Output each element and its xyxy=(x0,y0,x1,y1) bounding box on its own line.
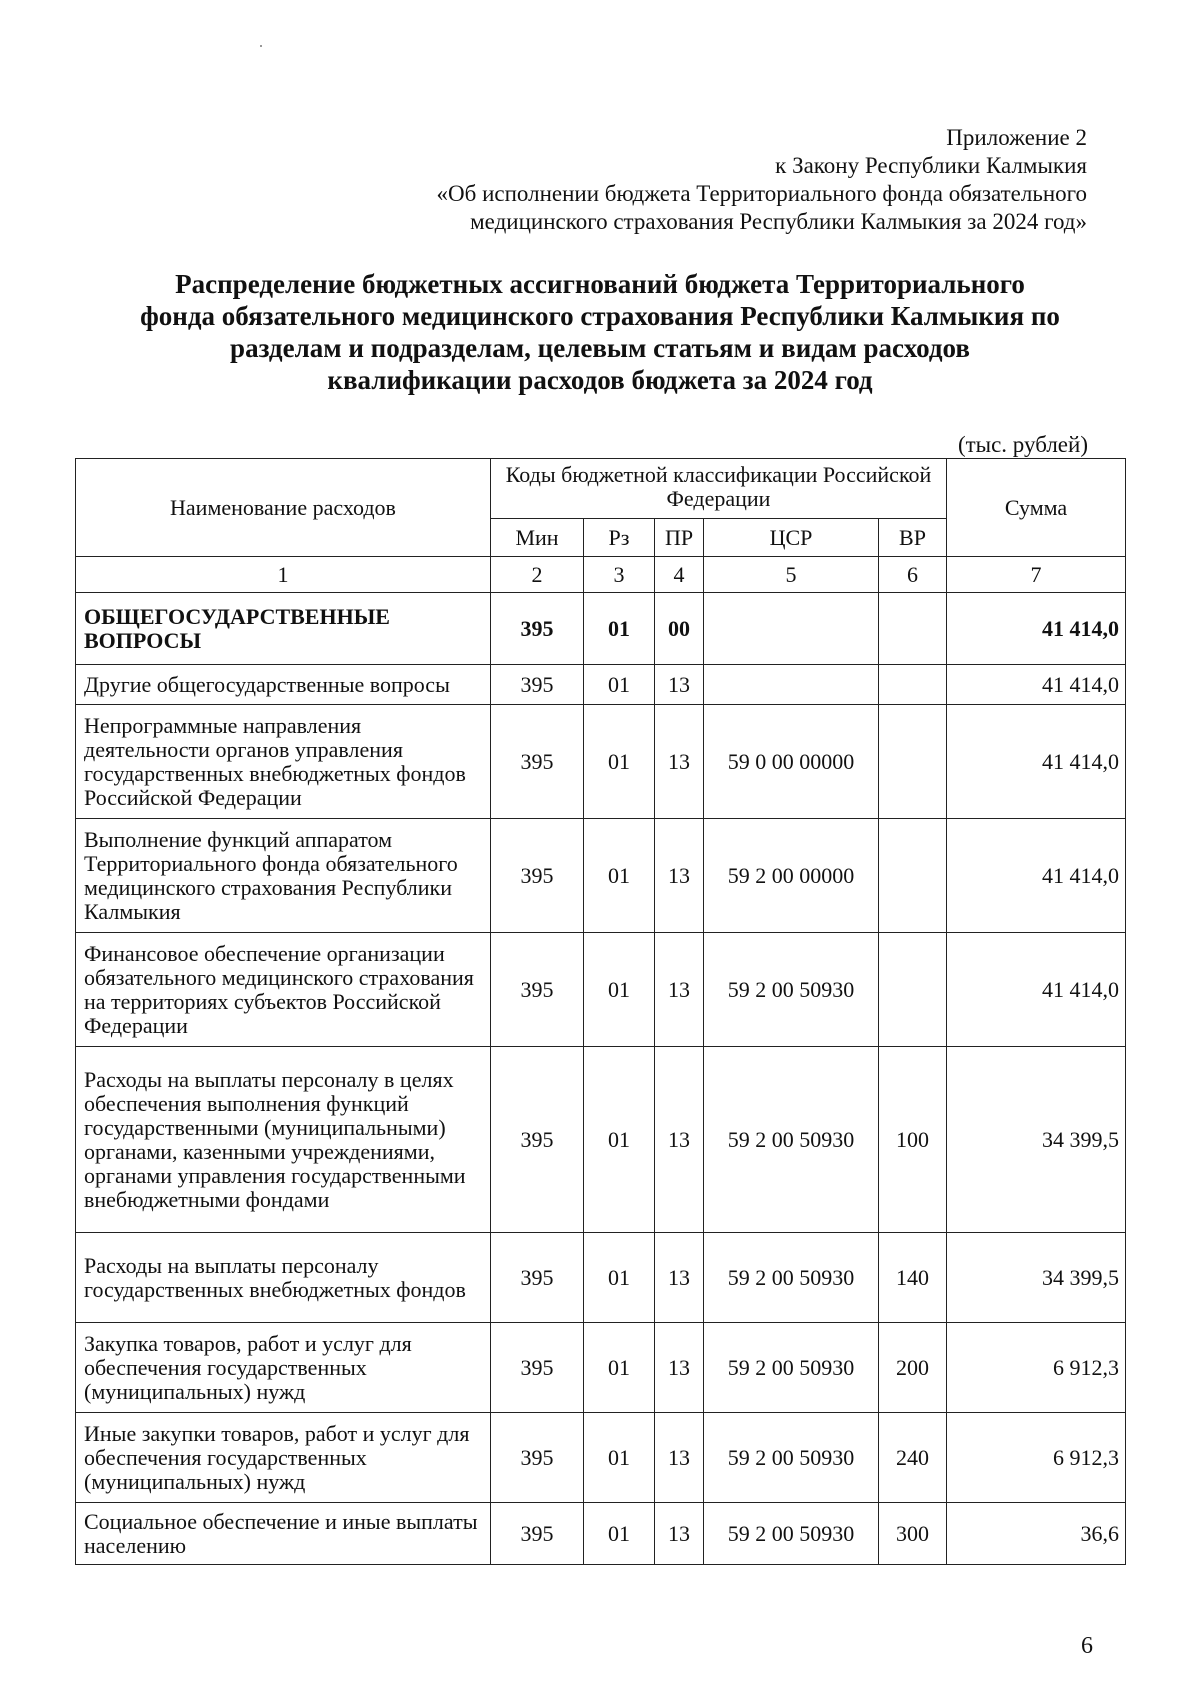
row-csr: 59 0 00 00000 xyxy=(704,705,879,819)
row-rz: 01 xyxy=(584,593,655,665)
header-name: Наименование расходов xyxy=(76,459,491,557)
row-sum: 6 912,3 xyxy=(947,1413,1126,1503)
row-min: 395 xyxy=(491,933,584,1047)
row-pr: 13 xyxy=(655,1323,704,1413)
row-name: Выполнение функций аппаратом Территориального фонда обязательного медицинского страхования Республики Калмыкия xyxy=(76,819,491,933)
row-min: 395 xyxy=(491,1323,584,1413)
row-rz: 01 xyxy=(584,705,655,819)
table-row xyxy=(76,593,1126,665)
row-sum: 36,6 xyxy=(947,1503,1126,1565)
table-row xyxy=(76,933,1126,1047)
row-min: 395 xyxy=(491,705,584,819)
row-pr: 13 xyxy=(655,933,704,1047)
row-vr xyxy=(879,665,947,705)
scan-dot xyxy=(260,45,262,47)
annex-line-4: медицинского страхования Республики Калмыкия за 2024 год» xyxy=(470,209,1087,234)
row-name: Социальное обеспечение и иные выплаты населению xyxy=(76,1503,491,1565)
header-row-1 xyxy=(76,459,1126,519)
row-vr: 200 xyxy=(879,1323,947,1413)
table-row xyxy=(76,1047,1126,1233)
header-sum: Сумма xyxy=(947,459,1126,557)
row-rz: 01 xyxy=(584,1047,655,1233)
row-rz: 01 xyxy=(584,1233,655,1323)
table-row xyxy=(76,705,1126,819)
col-number: 6 xyxy=(879,557,947,593)
row-name: Расходы на выплаты персоналу в целях обеспечения выполнения функций государственными (муниципальными) органами, казенными учреждениями, органами управления государственными внебюджетными фондами xyxy=(76,1047,491,1233)
row-pr: 13 xyxy=(655,665,704,705)
row-name: Закупка товаров, работ и услуг для обеспечения государственных (муниципальных) нужд xyxy=(76,1323,491,1413)
row-rz: 01 xyxy=(584,1323,655,1413)
row-name: Иные закупки товаров, работ и услуг для обеспечения государственных (муниципальных) нужд xyxy=(76,1413,491,1503)
annex-line-2: к Закону Республики Калмыкия xyxy=(775,153,1087,178)
column-number-row xyxy=(76,557,1126,593)
row-sum: 41 414,0 xyxy=(947,933,1126,1047)
row-rz: 01 xyxy=(584,819,655,933)
page-number: 6 xyxy=(1081,1633,1093,1659)
header-min: Мин xyxy=(491,519,584,557)
row-pr: 13 xyxy=(655,819,704,933)
row-vr: 240 xyxy=(879,1413,947,1503)
row-sum: 41 414,0 xyxy=(947,819,1126,933)
row-pr: 00 xyxy=(655,593,704,665)
row-csr: 59 2 00 50930 xyxy=(704,1047,879,1233)
title-line-2: фонда обязательного медицинского страхования Республики Калмыкия по xyxy=(140,301,1060,331)
table-row xyxy=(76,1233,1126,1323)
row-name: Финансовое обеспечение организации обязательного медицинского страхования на территориях субъектов Российской Федерации xyxy=(76,933,491,1047)
row-vr xyxy=(879,933,947,1047)
row-name: Другие общегосударственные вопросы xyxy=(76,665,491,705)
row-min: 395 xyxy=(491,593,584,665)
row-csr xyxy=(704,593,879,665)
row-csr: 59 2 00 00000 xyxy=(704,819,879,933)
row-csr: 59 2 00 50930 xyxy=(704,1233,879,1323)
row-vr: 100 xyxy=(879,1047,947,1233)
header-rz: Рз xyxy=(584,519,655,557)
row-vr xyxy=(879,819,947,933)
row-min: 395 xyxy=(491,1047,584,1233)
row-rz: 01 xyxy=(584,665,655,705)
title-line-3: разделам и подразделам, целевым статьям и видам расходов xyxy=(230,333,970,363)
row-rz: 01 xyxy=(584,1503,655,1565)
col-number: 1 xyxy=(76,557,491,593)
col-number: 5 xyxy=(704,557,879,593)
col-number: 7 xyxy=(947,557,1126,593)
row-vr xyxy=(879,705,947,819)
row-vr xyxy=(879,593,947,665)
row-sum: 41 414,0 xyxy=(947,593,1126,665)
row-pr: 13 xyxy=(655,705,704,819)
row-min: 395 xyxy=(491,1503,584,1565)
units-label: (тыс. рублей) xyxy=(957,432,1088,457)
row-csr: 59 2 00 50930 xyxy=(704,1503,879,1565)
document-title xyxy=(95,268,1105,396)
row-pr: 13 xyxy=(655,1413,704,1503)
row-rz: 01 xyxy=(584,933,655,1047)
row-pr: 13 xyxy=(655,1503,704,1565)
header-pr: ПР xyxy=(655,519,704,557)
row-csr: 59 2 00 50930 xyxy=(704,933,879,1047)
row-sum: 41 414,0 xyxy=(947,665,1126,705)
title-line-4: квалификации расходов бюджета за 2024 год xyxy=(327,365,873,395)
row-min: 395 xyxy=(491,1233,584,1323)
header-codes: Коды бюджетной классификации Российской Федерации xyxy=(491,459,947,519)
col-number: 3 xyxy=(584,557,655,593)
row-csr: 59 2 00 50930 xyxy=(704,1323,879,1413)
table-row xyxy=(76,1323,1126,1413)
table-row xyxy=(76,1503,1126,1565)
table-row xyxy=(76,1413,1126,1503)
row-csr: 59 2 00 50930 xyxy=(704,1413,879,1503)
annex-line-3: «Об исполнении бюджета Территориального фонда обязательного xyxy=(436,181,1087,206)
col-number: 2 xyxy=(491,557,584,593)
row-name: Непрограммные направления деятельности органов управления государственных внебюджетных фондов Российской Федерации xyxy=(76,705,491,819)
row-vr: 300 xyxy=(879,1503,947,1565)
table-row xyxy=(76,665,1126,705)
row-min: 395 xyxy=(491,665,584,705)
row-sum: 41 414,0 xyxy=(947,705,1126,819)
annex-header xyxy=(437,124,1087,236)
row-csr xyxy=(704,665,879,705)
row-sum: 34 399,5 xyxy=(947,1233,1126,1323)
row-sum: 34 399,5 xyxy=(947,1047,1126,1233)
budget-table xyxy=(75,458,1126,1565)
row-sum: 6 912,3 xyxy=(947,1323,1126,1413)
row-name: ОБЩЕГОСУДАРСТВЕННЫЕ ВОПРОСЫ xyxy=(76,593,491,665)
header-csr: ЦСР xyxy=(704,519,879,557)
row-pr: 13 xyxy=(655,1047,704,1233)
row-pr: 13 xyxy=(655,1233,704,1323)
col-number: 4 xyxy=(655,557,704,593)
header-vr: ВР xyxy=(879,519,947,557)
row-rz: 01 xyxy=(584,1413,655,1503)
row-min: 395 xyxy=(491,819,584,933)
row-name: Расходы на выплаты персоналу государственных внебюджетных фондов xyxy=(76,1233,491,1323)
row-vr: 140 xyxy=(879,1233,947,1323)
row-min: 395 xyxy=(491,1413,584,1503)
table-row xyxy=(76,819,1126,933)
annex-line-1: Приложение 2 xyxy=(946,125,1087,150)
title-line-1: Распределение бюджетных ассигнований бюджета Территориального xyxy=(175,269,1025,299)
